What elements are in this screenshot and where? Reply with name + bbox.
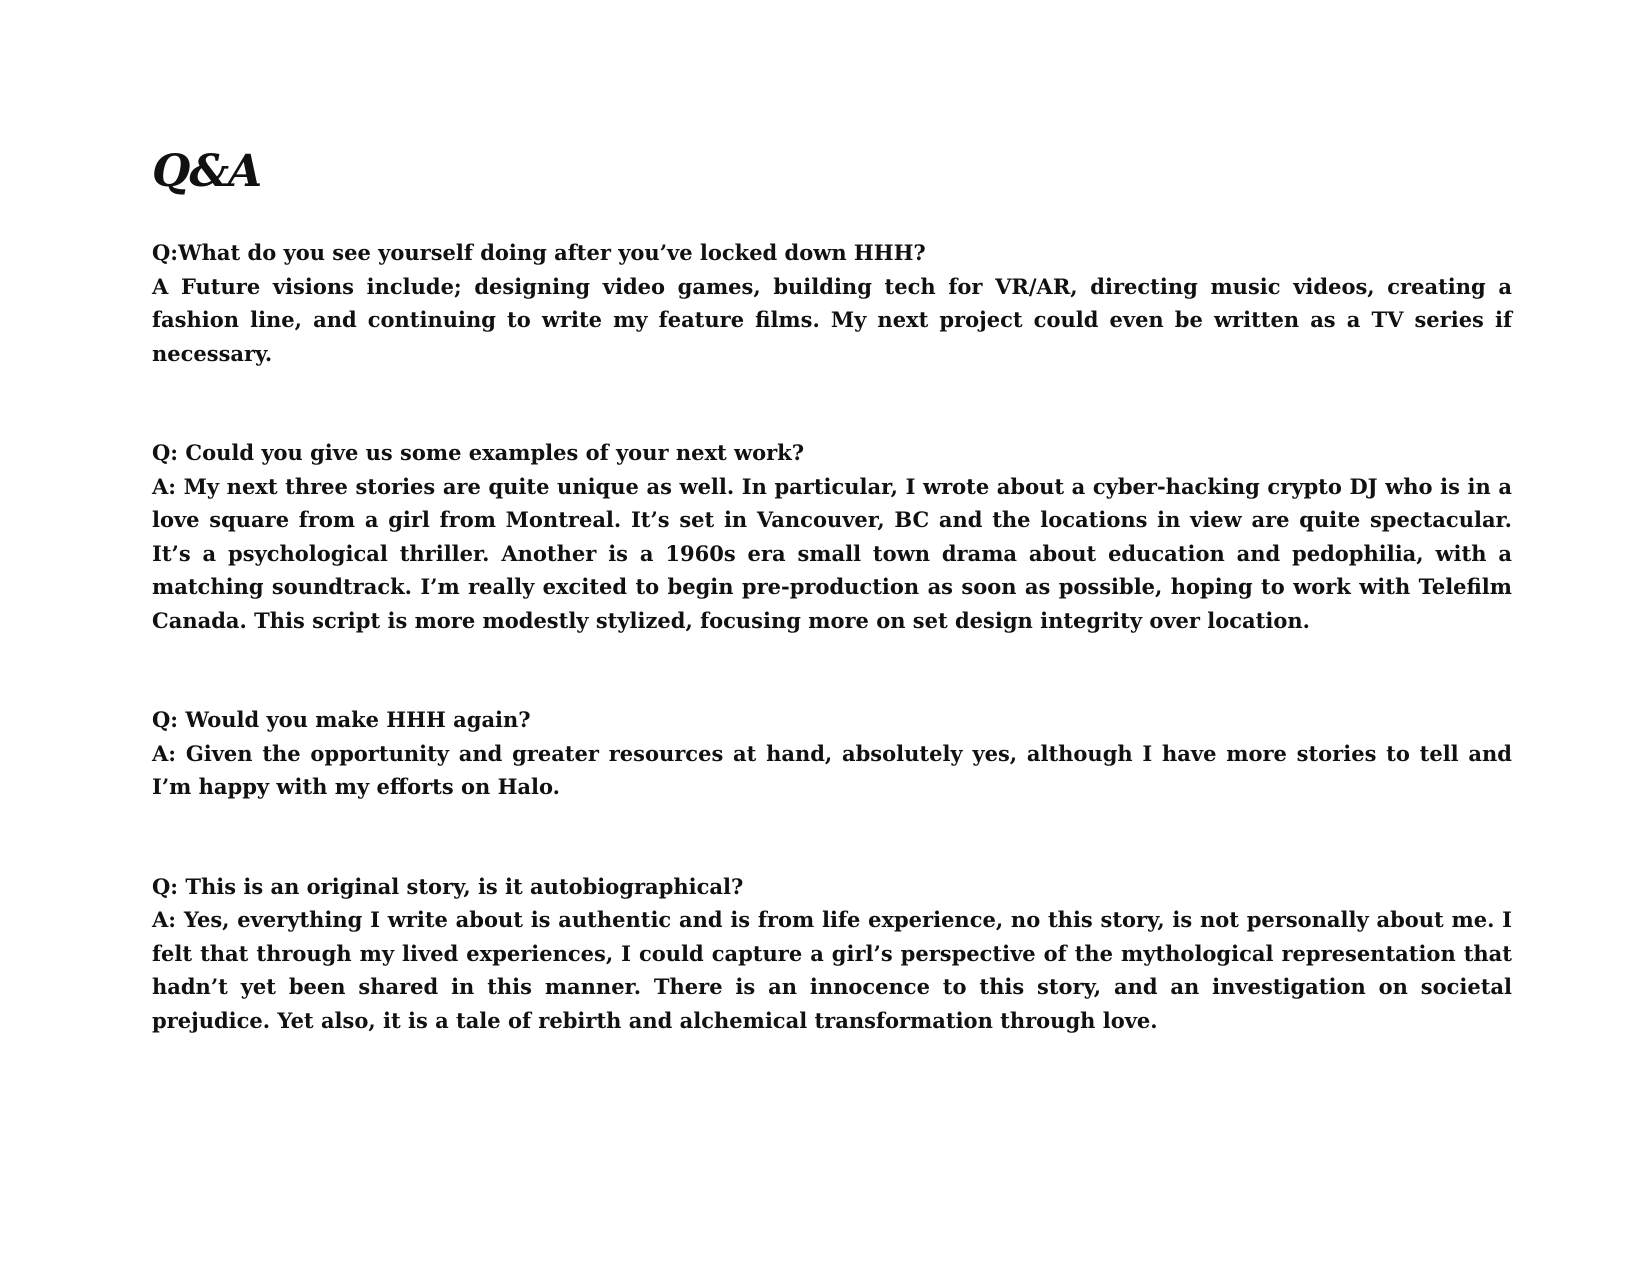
question-text: Q: This is an original story, is it autobiographical? [152, 873, 744, 899]
qa-item-1 [152, 236, 1512, 370]
qa-item-2 [152, 436, 1512, 637]
qa-page [152, 146, 1512, 1103]
answer-text: A: Yes, everything I write about is authentic and is from life experience, no this story, is not personally about me. I felt that through my lived experiences, I could capture a girl’s perspective of the mythological representation that hadn’t yet been shared in this manner. There is an innocence to this story, and an investigation on societal prejudice. Yet also, it is a tale of rebirth and alchemical transformation through love. [152, 907, 1512, 1033]
question-text: Q:What do you see yourself doing after you’ve locked down HHH? [152, 240, 926, 265]
answer-text: A: My next three stories are quite unique as well. In particular, I wrote about a cyber-hacking crypto DJ who is in a love square from a girl from Montreal. It’s set in Vancouver, BC and the locations in view are quite spectacular. It’s a psychological thriller. Another is a 1960s era small town drama about education and pedophilia, with a matching soundtrack. I’m really excited to begin pre-production as soon as possible, hoping to work with Telefilm Canada. This script is more modestly stylized, focusing more on set design integrity over location. [152, 473, 1512, 633]
page-title: Q&A [152, 146, 262, 197]
answer-text: A: Given the opportunity and greater resources at hand, absolutely yes, although I have more stories to tell and I’m happy with my efforts on Halo. [152, 740, 1512, 799]
qa-item-3 [152, 703, 1512, 804]
question-text: Q: Would you make HHH again? [152, 707, 531, 732]
answer-text: A Future visions include; designing video games, building tech for VR/AR, directing music videos, creating a fashion line, and continuing to write my feature films. My next project could even be written as a TV series if necessary. [152, 273, 1512, 366]
qa-item-4 [152, 870, 1512, 1038]
question-text: Q: Could you give us some examples of your next work? [152, 440, 804, 465]
